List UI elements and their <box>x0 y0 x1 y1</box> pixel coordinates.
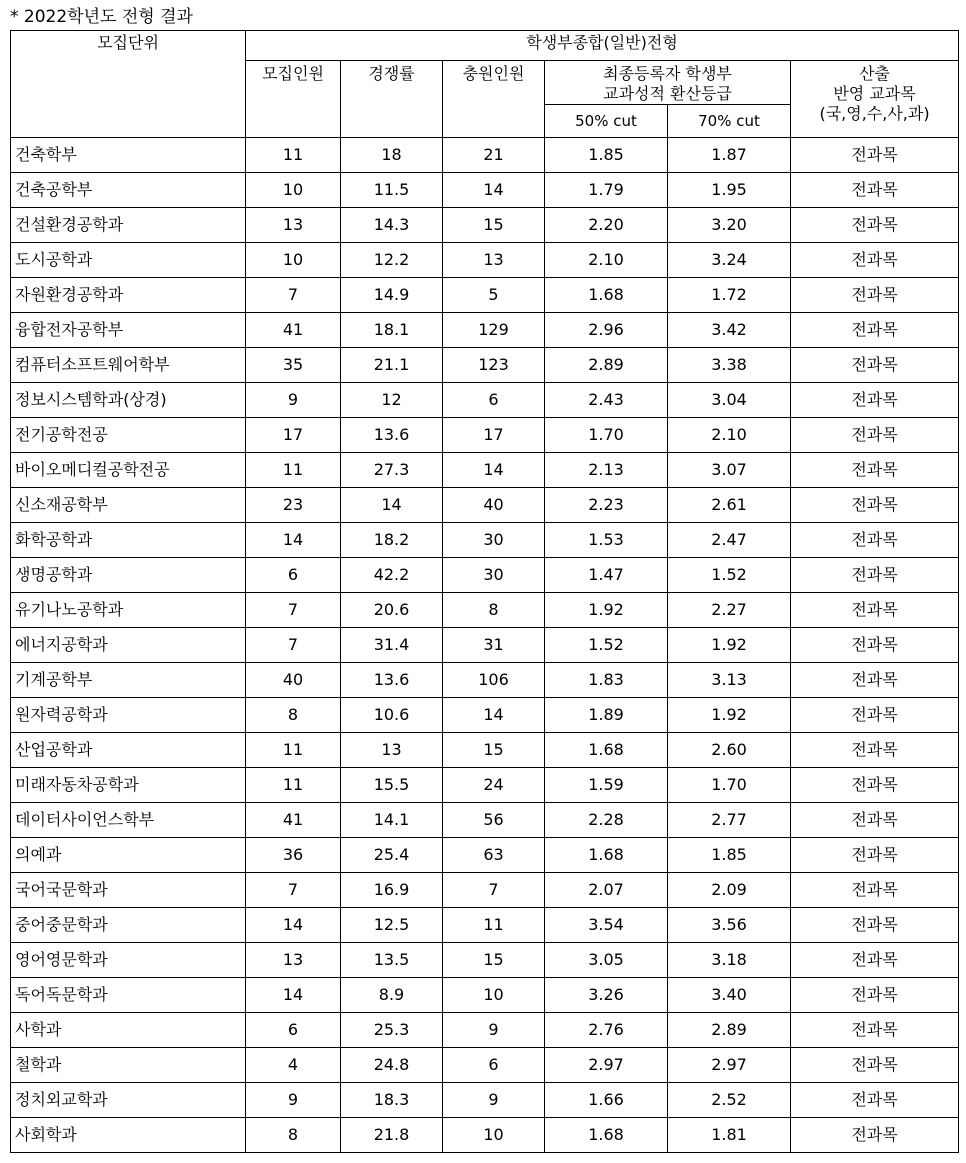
header-group: 학생부종합(일반)전형 <box>246 31 959 61</box>
cell-cut50: 1.79 <box>545 173 668 208</box>
cell-quota: 17 <box>246 418 341 453</box>
cell-quota: 11 <box>246 453 341 488</box>
cell-ratio: 25.4 <box>341 838 443 873</box>
cell-quota: 41 <box>246 313 341 348</box>
cell-quota: 35 <box>246 348 341 383</box>
cell-cut70: 3.04 <box>668 383 791 418</box>
cell-subjects: 전과목 <box>791 418 959 453</box>
cell-subjects: 전과목 <box>791 173 959 208</box>
cell-waitlist: 15 <box>443 208 545 243</box>
cell-unit-name: 미래자동차공학과 <box>11 768 246 803</box>
cell-waitlist: 8 <box>443 593 545 628</box>
cell-subjects: 전과목 <box>791 278 959 313</box>
cell-cut70: 3.40 <box>668 978 791 1013</box>
cell-cut50: 2.96 <box>545 313 668 348</box>
cell-ratio: 13.6 <box>341 663 443 698</box>
cell-cut70: 1.95 <box>668 173 791 208</box>
cell-quota: 6 <box>246 1013 341 1048</box>
cell-waitlist: 129 <box>443 313 545 348</box>
header-subjects: 산출 반영 교과목 (국,영,수,사,과) <box>791 61 959 138</box>
table-row <box>11 733 959 768</box>
cell-subjects: 전과목 <box>791 733 959 768</box>
cell-subjects: 전과목 <box>791 488 959 523</box>
table-row <box>11 803 959 838</box>
cell-ratio: 13.5 <box>341 943 443 978</box>
cell-cut50: 3.54 <box>545 908 668 943</box>
cell-unit-name: 건설환경공학과 <box>11 208 246 243</box>
cell-quota: 10 <box>246 173 341 208</box>
cell-subjects: 전과목 <box>791 908 959 943</box>
cell-quota: 8 <box>246 698 341 733</box>
cell-quota: 13 <box>246 208 341 243</box>
cell-unit-name: 컴퓨터소프트웨어학부 <box>11 348 246 383</box>
cell-waitlist: 31 <box>443 628 545 663</box>
cell-waitlist: 9 <box>443 1013 545 1048</box>
table-row <box>11 243 959 278</box>
cell-unit-name: 생명공학과 <box>11 558 246 593</box>
cell-cut50: 2.07 <box>545 873 668 908</box>
cell-ratio: 24.8 <box>341 1048 443 1083</box>
cell-cut70: 1.92 <box>668 698 791 733</box>
cell-cut50: 1.68 <box>545 733 668 768</box>
cell-ratio: 31.4 <box>341 628 443 663</box>
cell-subjects: 전과목 <box>791 243 959 278</box>
cell-ratio: 12.5 <box>341 908 443 943</box>
cell-unit-name: 중어중문학과 <box>11 908 246 943</box>
cell-cut70: 1.87 <box>668 138 791 173</box>
cell-unit-name: 도시공학과 <box>11 243 246 278</box>
cell-quota: 40 <box>246 663 341 698</box>
cell-subjects: 전과목 <box>791 138 959 173</box>
table-row <box>11 1013 959 1048</box>
cell-ratio: 13.6 <box>341 418 443 453</box>
cell-cut50: 2.20 <box>545 208 668 243</box>
header-unit: 모집단위 <box>11 31 246 138</box>
cell-cut50: 1.66 <box>545 1083 668 1118</box>
table-row <box>11 1118 959 1153</box>
cell-ratio: 12 <box>341 383 443 418</box>
cell-quota: 6 <box>246 558 341 593</box>
cell-quota: 11 <box>246 768 341 803</box>
cell-quota: 7 <box>246 873 341 908</box>
cell-unit-name: 에너지공학과 <box>11 628 246 663</box>
cell-unit-name: 유기나노공학과 <box>11 593 246 628</box>
cell-cut70: 2.77 <box>668 803 791 838</box>
cell-ratio: 18.3 <box>341 1083 443 1118</box>
cell-cut70: 1.85 <box>668 838 791 873</box>
cell-ratio: 18 <box>341 138 443 173</box>
cell-unit-name: 철학과 <box>11 1048 246 1083</box>
cell-ratio: 21.8 <box>341 1118 443 1153</box>
cell-waitlist: 7 <box>443 873 545 908</box>
cell-cut50: 1.59 <box>545 768 668 803</box>
cell-ratio: 18.2 <box>341 523 443 558</box>
cell-waitlist: 6 <box>443 1048 545 1083</box>
cell-waitlist: 9 <box>443 1083 545 1118</box>
cell-subjects: 전과목 <box>791 1013 959 1048</box>
cell-cut70: 1.52 <box>668 558 791 593</box>
cell-subjects: 전과목 <box>791 313 959 348</box>
cell-ratio: 42.2 <box>341 558 443 593</box>
cell-cut50: 3.05 <box>545 943 668 978</box>
cell-cut70: 2.61 <box>668 488 791 523</box>
cell-cut50: 1.68 <box>545 1118 668 1153</box>
cell-cut70: 1.70 <box>668 768 791 803</box>
header-ratio: 경쟁률 <box>341 61 443 138</box>
cell-ratio: 14.9 <box>341 278 443 313</box>
cell-quota: 13 <box>246 943 341 978</box>
cell-ratio: 27.3 <box>341 453 443 488</box>
cell-quota: 11 <box>246 138 341 173</box>
cell-ratio: 10.6 <box>341 698 443 733</box>
table-row <box>11 348 959 383</box>
cell-cut70: 3.18 <box>668 943 791 978</box>
header-grade: 최종등록자 학생부 교과성적 환산등급 <box>545 61 791 105</box>
cell-waitlist: 123 <box>443 348 545 383</box>
cell-ratio: 14.3 <box>341 208 443 243</box>
cell-quota: 14 <box>246 523 341 558</box>
header-cut50: 50% cut <box>545 105 668 138</box>
table-row <box>11 173 959 208</box>
cell-quota: 7 <box>246 628 341 663</box>
cell-subjects: 전과목 <box>791 523 959 558</box>
cell-ratio: 16.9 <box>341 873 443 908</box>
cell-unit-name: 정보시스템학과(상경) <box>11 383 246 418</box>
cell-subjects: 전과목 <box>791 978 959 1013</box>
cell-ratio: 25.3 <box>341 1013 443 1048</box>
cell-quota: 23 <box>246 488 341 523</box>
cell-cut50: 1.85 <box>545 138 668 173</box>
cell-quota: 8 <box>246 1118 341 1153</box>
cell-cut50: 2.76 <box>545 1013 668 1048</box>
cell-subjects: 전과목 <box>791 628 959 663</box>
table-caption: * 2022학년도 전형 결과 <box>10 7 193 27</box>
cell-unit-name: 기계공학부 <box>11 663 246 698</box>
cell-subjects: 전과목 <box>791 1083 959 1118</box>
cell-waitlist: 15 <box>443 943 545 978</box>
table-row <box>11 943 959 978</box>
cell-waitlist: 14 <box>443 173 545 208</box>
table-body <box>11 138 959 1153</box>
table-row <box>11 488 959 523</box>
table-row <box>11 908 959 943</box>
cell-cut50: 1.53 <box>545 523 668 558</box>
cell-quota: 41 <box>246 803 341 838</box>
cell-cut70: 3.56 <box>668 908 791 943</box>
cell-ratio: 18.1 <box>341 313 443 348</box>
table-row <box>11 1083 959 1118</box>
table-row <box>11 838 959 873</box>
cell-unit-name: 사학과 <box>11 1013 246 1048</box>
table-row <box>11 768 959 803</box>
cell-subjects: 전과목 <box>791 1118 959 1153</box>
cell-quota: 4 <box>246 1048 341 1083</box>
cell-waitlist: 21 <box>443 138 545 173</box>
table-row <box>11 1048 959 1083</box>
table-row <box>11 698 959 733</box>
cell-quota: 7 <box>246 593 341 628</box>
cell-cut50: 2.10 <box>545 243 668 278</box>
cell-waitlist: 10 <box>443 1118 545 1153</box>
table-row <box>11 873 959 908</box>
table-row <box>11 208 959 243</box>
cell-cut70: 2.10 <box>668 418 791 453</box>
cell-quota: 10 <box>246 243 341 278</box>
cell-ratio: 13 <box>341 733 443 768</box>
cell-cut50: 2.97 <box>545 1048 668 1083</box>
cell-cut50: 1.89 <box>545 698 668 733</box>
cell-waitlist: 10 <box>443 978 545 1013</box>
cell-subjects: 전과목 <box>791 768 959 803</box>
cell-cut70: 3.42 <box>668 313 791 348</box>
cell-subjects: 전과목 <box>791 663 959 698</box>
table-row <box>11 663 959 698</box>
cell-subjects: 전과목 <box>791 698 959 733</box>
cell-waitlist: 14 <box>443 698 545 733</box>
cell-quota: 11 <box>246 733 341 768</box>
cell-cut50: 3.26 <box>545 978 668 1013</box>
cell-cut70: 2.60 <box>668 733 791 768</box>
cell-unit-name: 데이터사이언스학부 <box>11 803 246 838</box>
cell-subjects: 전과목 <box>791 383 959 418</box>
cell-unit-name: 사회학과 <box>11 1118 246 1153</box>
cell-unit-name: 의예과 <box>11 838 246 873</box>
cell-unit-name: 자원환경공학과 <box>11 278 246 313</box>
table-row <box>11 558 959 593</box>
cell-waitlist: 106 <box>443 663 545 698</box>
cell-waitlist: 5 <box>443 278 545 313</box>
cell-waitlist: 63 <box>443 838 545 873</box>
cell-cut50: 1.68 <box>545 838 668 873</box>
cell-ratio: 8.9 <box>341 978 443 1013</box>
cell-unit-name: 건축공학부 <box>11 173 246 208</box>
cell-waitlist: 6 <box>443 383 545 418</box>
cell-waitlist: 30 <box>443 523 545 558</box>
cell-cut70: 1.92 <box>668 628 791 663</box>
cell-cut50: 1.52 <box>545 628 668 663</box>
header-quota: 모집인원 <box>246 61 341 138</box>
table-row <box>11 523 959 558</box>
cell-cut70: 2.27 <box>668 593 791 628</box>
cell-cut50: 1.68 <box>545 278 668 313</box>
cell-cut70: 3.07 <box>668 453 791 488</box>
table-row <box>11 278 959 313</box>
cell-waitlist: 30 <box>443 558 545 593</box>
cell-cut50: 1.70 <box>545 418 668 453</box>
admission-results-table <box>10 30 959 1153</box>
cell-cut70: 2.52 <box>668 1083 791 1118</box>
cell-quota: 14 <box>246 978 341 1013</box>
cell-cut50: 2.28 <box>545 803 668 838</box>
cell-waitlist: 11 <box>443 908 545 943</box>
table-header <box>11 31 959 138</box>
cell-ratio: 12.2 <box>341 243 443 278</box>
cell-waitlist: 15 <box>443 733 545 768</box>
cell-unit-name: 바이오메디컬공학전공 <box>11 453 246 488</box>
cell-cut70: 3.20 <box>668 208 791 243</box>
cell-subjects: 전과목 <box>791 1048 959 1083</box>
cell-quota: 36 <box>246 838 341 873</box>
cell-unit-name: 영어영문학과 <box>11 943 246 978</box>
cell-cut70: 1.72 <box>668 278 791 313</box>
header-waitlist: 충원인원 <box>443 61 545 138</box>
cell-ratio: 14 <box>341 488 443 523</box>
cell-cut70: 2.89 <box>668 1013 791 1048</box>
cell-subjects: 전과목 <box>791 593 959 628</box>
cell-subjects: 전과목 <box>791 943 959 978</box>
cell-cut70: 2.97 <box>668 1048 791 1083</box>
cell-quota: 9 <box>246 383 341 418</box>
table-row <box>11 313 959 348</box>
cell-quota: 9 <box>246 1083 341 1118</box>
cell-unit-name: 건축학부 <box>11 138 246 173</box>
cell-waitlist: 24 <box>443 768 545 803</box>
cell-waitlist: 56 <box>443 803 545 838</box>
cell-unit-name: 융합전자공학부 <box>11 313 246 348</box>
cell-cut70: 3.24 <box>668 243 791 278</box>
cell-cut50: 2.43 <box>545 383 668 418</box>
cell-ratio: 20.6 <box>341 593 443 628</box>
cell-subjects: 전과목 <box>791 838 959 873</box>
table-row <box>11 628 959 663</box>
table-row <box>11 138 959 173</box>
cell-subjects: 전과목 <box>791 453 959 488</box>
cell-cut50: 1.92 <box>545 593 668 628</box>
cell-unit-name: 신소재공학부 <box>11 488 246 523</box>
cell-waitlist: 14 <box>443 453 545 488</box>
cell-cut70: 3.13 <box>668 663 791 698</box>
cell-unit-name: 산업공학과 <box>11 733 246 768</box>
cell-cut70: 2.47 <box>668 523 791 558</box>
cell-unit-name: 독어독문학과 <box>11 978 246 1013</box>
cell-quota: 7 <box>246 278 341 313</box>
cell-unit-name: 원자력공학과 <box>11 698 246 733</box>
cell-cut70: 1.81 <box>668 1118 791 1153</box>
cell-cut50: 2.89 <box>545 348 668 383</box>
cell-ratio: 21.1 <box>341 348 443 383</box>
cell-unit-name: 화학공학과 <box>11 523 246 558</box>
cell-cut50: 1.83 <box>545 663 668 698</box>
cell-cut50: 1.47 <box>545 558 668 593</box>
cell-cut70: 3.38 <box>668 348 791 383</box>
cell-unit-name: 국어국문학과 <box>11 873 246 908</box>
cell-ratio: 15.5 <box>341 768 443 803</box>
cell-waitlist: 13 <box>443 243 545 278</box>
table-row <box>11 383 959 418</box>
cell-waitlist: 40 <box>443 488 545 523</box>
cell-quota: 14 <box>246 908 341 943</box>
cell-subjects: 전과목 <box>791 208 959 243</box>
cell-cut70: 2.09 <box>668 873 791 908</box>
cell-cut50: 2.13 <box>545 453 668 488</box>
table-row <box>11 418 959 453</box>
table-row <box>11 978 959 1013</box>
table-row <box>11 453 959 488</box>
cell-waitlist: 17 <box>443 418 545 453</box>
cell-subjects: 전과목 <box>791 348 959 383</box>
cell-ratio: 14.1 <box>341 803 443 838</box>
table-row <box>11 593 959 628</box>
cell-unit-name: 전기공학전공 <box>11 418 246 453</box>
cell-subjects: 전과목 <box>791 803 959 838</box>
header-cut70: 70% cut <box>668 105 791 138</box>
cell-subjects: 전과목 <box>791 873 959 908</box>
cell-ratio: 11.5 <box>341 173 443 208</box>
cell-subjects: 전과목 <box>791 558 959 593</box>
cell-unit-name: 정치외교학과 <box>11 1083 246 1118</box>
cell-cut50: 2.23 <box>545 488 668 523</box>
